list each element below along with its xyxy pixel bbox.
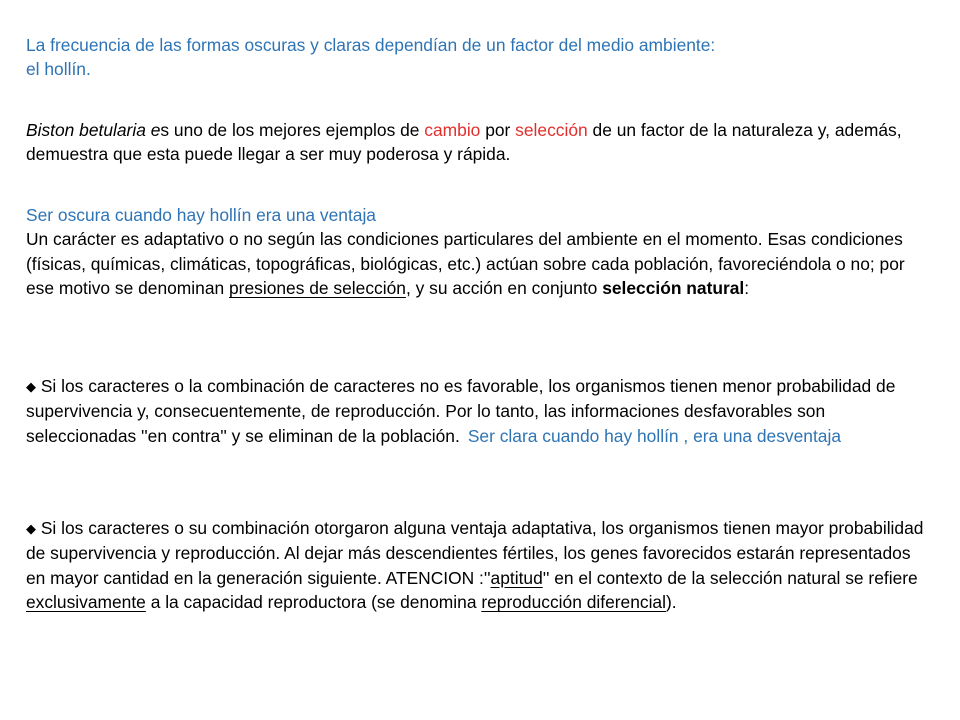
advantage-heading: Ser oscura cuando hay hollín era una ventaja xyxy=(26,205,376,225)
term-seleccion-natural: selección natural xyxy=(602,278,745,299)
biston-text-1: s uno de los mejores ejemplos de xyxy=(160,120,425,140)
intro-line-1: La frecuencia de las formas oscuras y claras dependían de un factor del medio ambiente: xyxy=(26,35,716,55)
term-presiones-de-seleccion: presiones de selección xyxy=(229,278,406,299)
term-cambio: cambio xyxy=(424,120,481,140)
adaptive-text-3: : xyxy=(744,278,750,299)
biston-paragraph xyxy=(26,118,931,167)
term-seleccion: selección xyxy=(515,120,588,140)
adaptive-text-1: Un carácter es adaptativo o no según las condiciones particulares del ambiente en el momento. Esas condiciones (físicas, químicas, climáticas, topográficas, biológicas, etc.) actúan sobre cada población, favoreciéndola o no; por ese motivo se denominan xyxy=(26,229,905,299)
term-reproduccion-diferencial: reproducción diferencial xyxy=(481,592,666,613)
bullet-favorable xyxy=(26,516,931,615)
intro-paragraph xyxy=(26,33,931,82)
term-aptitud: aptitud xyxy=(490,567,543,588)
bullet-unfavorable xyxy=(26,374,931,448)
bullet-favorable-text-3: a la capacidad reproductora (se denomina xyxy=(145,592,482,613)
intro-line-2: el hollín. xyxy=(26,59,91,80)
species-name: Biston betularia e xyxy=(26,120,161,140)
term-exclusivamente: exclusivamente xyxy=(26,592,146,613)
bullet-favorable-text-2: '' en el contexto de la selección natural se refiere xyxy=(542,567,918,588)
disadvantage-highlight: Ser clara cuando hay hollín , era una desventaja xyxy=(467,425,842,446)
bullet-unfavorable-text: Si los caracteres o la combinación de caracteres no es favorable, los organismos tienen menor probabilidad de supervivencia y, consecuentemente, de reproducción. Por lo tanto, las informaciones desfavorables son seleccionadas ''en contra'' y se eliminan de la población. xyxy=(26,376,896,446)
diamond-bullet-icon: ◆ xyxy=(26,379,36,394)
biston-text-3: de un factor de la naturaleza y, además, demuestra que esta puede llegar a ser muy poderosa y rápida. xyxy=(26,120,902,165)
adaptive-paragraph xyxy=(26,203,931,301)
biston-text-2: por xyxy=(480,120,516,140)
bullet-favorable-text-4: ). xyxy=(665,592,677,613)
diamond-bullet-icon: ◆ xyxy=(26,521,36,536)
bullet-favorable-text-1: Si los caracteres o su combinación otorgaron alguna ventaja adaptativa, los organismos tienen mayor probabilidad de supervivencia y reproducción. Al dejar más descendientes fértiles, los genes favorecidos estarán representados en mayor cantidad en la generación siguiente. ATENCION :'' xyxy=(26,518,924,588)
adaptive-text-2: , y su acción en conjunto xyxy=(405,278,603,299)
